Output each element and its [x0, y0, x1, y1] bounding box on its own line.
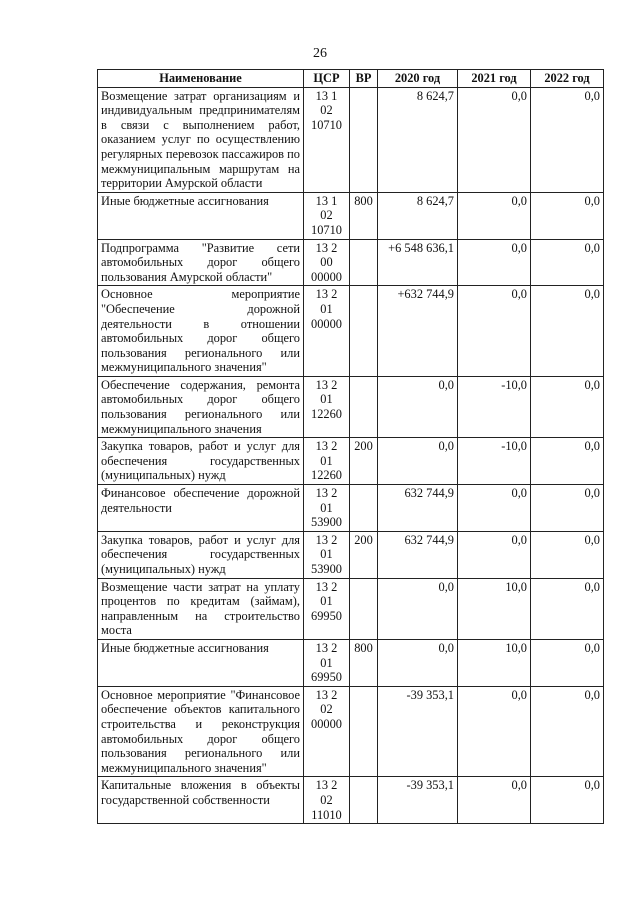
row-2022: 0,0	[531, 578, 604, 639]
row-name: Основное мероприятие "Обеспечение дорожной деятельности в отношении автомобильных дорог общего пользования регионального или межмуниципального значения"	[98, 286, 304, 377]
csr-part: 69950	[311, 670, 342, 685]
csr-part: 01	[320, 453, 333, 468]
csr-part: 01	[320, 594, 333, 609]
row-2022: 0,0	[531, 485, 604, 532]
csr-part: 01	[320, 547, 333, 562]
row-2021: 0,0	[458, 286, 531, 377]
table-row	[98, 485, 604, 532]
row-2022: 0,0	[531, 239, 604, 286]
csr-part: 13 2	[315, 486, 338, 501]
csr-part: 13 2	[315, 377, 338, 392]
csr-part: 10710	[311, 222, 342, 237]
row-2021: 0,0	[458, 485, 531, 532]
table-row	[98, 376, 604, 437]
row-csr	[304, 531, 350, 578]
row-vr	[350, 777, 378, 824]
budget-table	[97, 69, 604, 824]
row-vr	[350, 87, 378, 192]
csr-part: 12260	[311, 407, 342, 422]
row-2020: 0,0	[378, 578, 458, 639]
row-2022: 0,0	[531, 192, 604, 239]
csr-part: 12260	[311, 468, 342, 483]
row-name: Обеспечение содержания, ремонта автомобильных дорог общего пользования регионального или межмуниципального значения	[98, 376, 304, 437]
csr-part: 00000	[311, 316, 342, 331]
row-2020: 0,0	[378, 438, 458, 485]
csr-part: 13 1	[315, 88, 338, 103]
header-2022: 2022 год	[531, 70, 604, 88]
row-vr: 200	[350, 531, 378, 578]
row-2021: -10,0	[458, 376, 531, 437]
row-2020: -39 353,1	[378, 777, 458, 824]
row-2022: 0,0	[531, 286, 604, 377]
row-name: Закупка товаров, работ и услуг для обеспечения государственных (муниципальных) нужд	[98, 438, 304, 485]
row-2022: 0,0	[531, 438, 604, 485]
header-vr: ВР	[350, 70, 378, 88]
csr-part: 13 2	[315, 687, 338, 702]
row-name: Капитальные вложения в объекты государственной собственности	[98, 777, 304, 824]
table-row	[98, 777, 604, 824]
row-2022: 0,0	[531, 376, 604, 437]
row-2021: 0,0	[458, 192, 531, 239]
row-2020: +632 744,9	[378, 286, 458, 377]
csr-part: 13 2	[315, 778, 338, 793]
row-name: Подпрограмма "Развитие сети автомобильных дорог общего пользования Амурской области"	[98, 239, 304, 286]
row-2020: 632 744,9	[378, 531, 458, 578]
csr-part: 13 2	[315, 439, 338, 454]
csr-part: 00000	[311, 269, 342, 284]
table-row	[98, 438, 604, 485]
row-2021: 0,0	[458, 531, 531, 578]
csr-part: 69950	[311, 608, 342, 623]
csr-part: 13 1	[315, 193, 338, 208]
header-name: Наименование	[98, 70, 304, 88]
table-row	[98, 286, 604, 377]
csr-part: 01	[320, 655, 333, 670]
row-2020: 8 624,7	[378, 192, 458, 239]
csr-part: 11010	[311, 807, 342, 822]
row-2021: 0,0	[458, 87, 531, 192]
row-csr	[304, 376, 350, 437]
table-row	[98, 87, 604, 192]
row-csr	[304, 192, 350, 239]
row-csr	[304, 438, 350, 485]
header-csr: ЦСР	[304, 70, 350, 88]
row-vr	[350, 485, 378, 532]
row-csr	[304, 639, 350, 686]
csr-part: 53900	[311, 515, 342, 530]
row-name: Иные бюджетные ассигнования	[98, 639, 304, 686]
row-2020: 632 744,9	[378, 485, 458, 532]
row-vr	[350, 686, 378, 777]
header-2020: 2020 год	[378, 70, 458, 88]
row-2022: 0,0	[531, 531, 604, 578]
csr-part: 00000	[311, 716, 342, 731]
row-vr	[350, 578, 378, 639]
row-vr: 800	[350, 192, 378, 239]
row-vr: 800	[350, 639, 378, 686]
row-csr	[304, 578, 350, 639]
row-2022: 0,0	[531, 777, 604, 824]
csr-part: 02	[320, 103, 333, 118]
table-row	[98, 639, 604, 686]
row-2021: 10,0	[458, 639, 531, 686]
row-2020: 8 624,7	[378, 87, 458, 192]
csr-part: 01	[320, 392, 333, 407]
row-2021: 0,0	[458, 686, 531, 777]
csr-part: 00	[320, 255, 333, 270]
table-header-row	[98, 70, 604, 88]
row-2020: -39 353,1	[378, 686, 458, 777]
row-name: Иные бюджетные ассигнования	[98, 192, 304, 239]
row-csr	[304, 485, 350, 532]
table-row	[98, 531, 604, 578]
row-vr	[350, 239, 378, 286]
page-number: 26	[313, 46, 327, 61]
row-2020: +6 548 636,1	[378, 239, 458, 286]
row-name: Возмещение затрат организациям и индивидуальным предпринимателям в связи с выполнением работ, оказанием услуг по осуществлению регулярных перевозок пассажиров по межмуниципальным маршрутам на территории Амурской области	[98, 87, 304, 192]
csr-part: 13 2	[315, 579, 338, 594]
row-2020: 0,0	[378, 376, 458, 437]
row-name: Финансовое обеспечение дорожной деятельности	[98, 485, 304, 532]
csr-part: 01	[320, 500, 333, 515]
table-row	[98, 192, 604, 239]
csr-part: 13 2	[315, 240, 338, 255]
header-2021: 2021 год	[458, 70, 531, 88]
csr-part: 10710	[311, 117, 342, 132]
csr-part: 53900	[311, 562, 342, 576]
csr-part: 02	[320, 792, 333, 807]
row-vr	[350, 376, 378, 437]
csr-part: 01	[320, 301, 333, 316]
row-2022: 0,0	[531, 686, 604, 777]
csr-part: 02	[320, 702, 333, 717]
row-csr	[304, 686, 350, 777]
row-2021: -10,0	[458, 438, 531, 485]
row-csr	[304, 286, 350, 377]
csr-part: 13 2	[315, 640, 338, 655]
row-name: Закупка товаров, работ и услуг для обеспечения государственных (муниципальных) нужд	[98, 531, 304, 578]
csr-part: 02	[320, 208, 333, 223]
row-vr: 200	[350, 438, 378, 485]
row-csr	[304, 777, 350, 824]
row-2021: 0,0	[458, 777, 531, 824]
csr-part: 13 2	[315, 532, 338, 547]
table-row	[98, 239, 604, 286]
row-name: Возмещение части затрат на уплату процентов по кредитам (займам), направленным на строительство моста	[98, 578, 304, 639]
row-2021: 10,0	[458, 578, 531, 639]
table-row	[98, 578, 604, 639]
row-2022: 0,0	[531, 87, 604, 192]
table-row	[98, 686, 604, 777]
row-vr	[350, 286, 378, 377]
csr-part: 13 2	[315, 287, 338, 302]
row-2022: 0,0	[531, 639, 604, 686]
row-csr	[304, 239, 350, 286]
row-csr	[304, 87, 350, 192]
row-name: Основное мероприятие "Финансовое обеспечение объектов капитального строительства и реконструкция автомобильных дорог общего пользования регионального или межмуниципального значения"	[98, 686, 304, 777]
row-2021: 0,0	[458, 239, 531, 286]
row-2020: 0,0	[378, 639, 458, 686]
